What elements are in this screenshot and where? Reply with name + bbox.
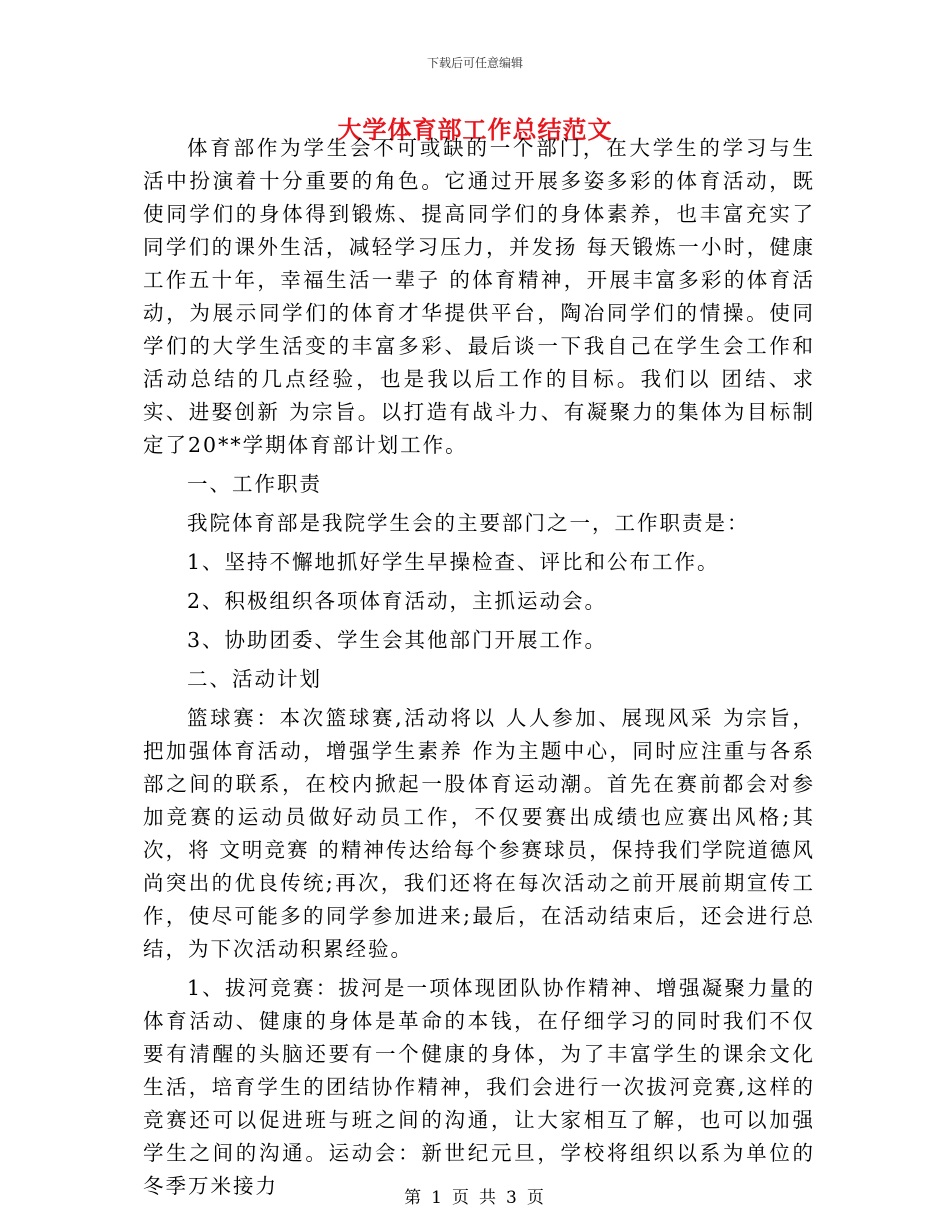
footer-prefix: 第 [404, 1188, 424, 1208]
paragraph-tug-of-war: 1、拔河竞赛：拔河是一项体现团队协作精神、增强凝聚力量的体育活动、健康的身体是革命的本钱，在仔细学习的同时我们不仅要有清醒的头脑还要有一个健康的身体，为了丰富学生的课余文化生活，培育学生的团结协作精神，我们会进行一次拔河竞赛,这样的竞赛还可以促进班与班之间的沟通，让大家相互了解，也可以加强学生之间的沟通。运动会：新世纪元旦，学校将组织以系为单位的冬季万米接力 [143, 976, 815, 1198]
duty-item-2: 2、积极组织各项体育活动，主抓运动会。 [187, 589, 608, 613]
paragraph-basketball: 篮球赛：本次篮球赛,活动将以 人人参加、展现风采 为宗旨，把加强体育活动，增强学生素养 作为主题中心，同时应注重与各系部之间的联系，在校内掀起一股体育运动潮。首先在赛前都会对参加竞赛的运动员做好动员工作，不仅要赛出成绩也应赛出风格;其次，将 文明竞赛 的精神传达给每个参赛球员，保持我们学院道德风尚突出的优良传统;再次，我们还将在每次活动之前开展前期宣传工作，使尽可能多的同学参加进来;最后，在活动结束后，还会进行总结，为下次活动积累经验。 [143, 706, 815, 961]
page-footer [0, 1183, 950, 1208]
duty-item-1: 1、坚持不懈地抓好学生早操检查、评比和公布工作。 [187, 550, 720, 574]
document-title: 大学体育部工作总结范文 [337, 115, 613, 144]
footer-total-word: 共 [479, 1188, 498, 1208]
duty-item-3: 3、协助团委、学生会其他部门开展工作。 [187, 628, 608, 652]
current-page-number: 1 [431, 1188, 444, 1208]
total-pages-number: 3 [506, 1188, 519, 1208]
document-body [143, 132, 815, 1203]
paragraph-intro: 体育部作为学生会不可或缺的一个部门，在大学生的学习与生活中扮演着十分重要的角色。它通过开展多姿多彩的体育活动，既使同学们的身体得到锻炼、提高同学们的身体素养，也丰富充实了同学们的课外生活，减轻学习压力，并发扬 每天锻炼一小时，健康工作五十年，幸福生活一辈子 的体育精神，开展丰富多彩的体育活动，为展示同学们的体育才华提供平台，陶冶同学们的情操。使同学们的大学生活变的丰富多彩、最后谈一下我自己在学生会工作和活动总结的几点经验，也是我以后工作的目标。我们以 团结、求实、进娶创新 为宗旨。以打造有战斗力、有凝聚力的集体为目标制定了20**学期体育部计划工作。 [143, 136, 815, 457]
section-heading-plan: 二、活动计划 [187, 667, 322, 691]
section-heading-duties: 一、工作职责 [187, 472, 322, 496]
header-note: 下载后可任意编辑 [426, 56, 523, 70]
footer-suffix: 页 [526, 1188, 546, 1208]
paragraph-duties-intro: 我院体育部是我院学生会的主要部门之一，工作职责是： [187, 511, 750, 535]
footer-page-word: 页 [452, 1188, 471, 1208]
